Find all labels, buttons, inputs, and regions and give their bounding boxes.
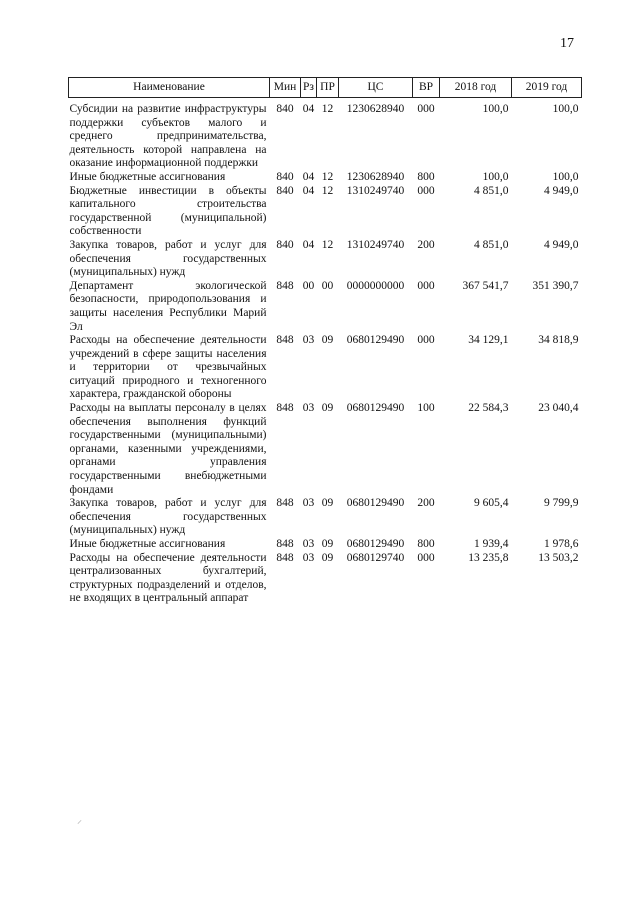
table-row xyxy=(69,497,582,538)
cell-vr: 000 xyxy=(417,184,435,197)
cell-pr: 00 xyxy=(321,279,334,292)
header-pr: ПР xyxy=(317,78,339,98)
cell-pr: 09 xyxy=(321,497,334,510)
cell-name: Закупка товаров, работ и услуг для обеспечения государственных (муниципальных) нужд xyxy=(69,238,267,279)
cell-pr: 09 xyxy=(321,538,334,550)
cell-pr: 09 xyxy=(321,334,334,347)
cell-cs: 1310249740 xyxy=(346,184,405,197)
cell-vr: 200 xyxy=(417,497,435,510)
cell-vr: 800 xyxy=(417,170,435,183)
cell-rz: 03 xyxy=(302,538,315,550)
cell-vr: 000 xyxy=(417,103,435,115)
cell-y2018: 13 235,8 xyxy=(468,551,509,564)
cell-name: Субсидии на развитие инфраструктуры поддержки субъектов малого и среднего предпринимательства, деятельность которой направлена на оказание информационной поддержки xyxy=(69,103,267,170)
header-2018: 2018 год xyxy=(440,78,512,98)
table-row xyxy=(69,239,582,280)
cell-y2018: 34 129,1 xyxy=(468,334,509,347)
cell-y2019: 100,0 xyxy=(552,103,579,115)
cell-vr: 000 xyxy=(417,279,435,292)
table-row xyxy=(69,185,582,239)
cell-cs: 1310249740 xyxy=(346,238,405,251)
cell-name: Расходы на обеспечение деятельности учреждений в сфере защиты населения и территории от чрезвычайных ситуаций природного и техногенного характера, гражданской обороны xyxy=(69,334,267,401)
table-row xyxy=(69,334,582,402)
cell-name: Иные бюджетные ассигнования xyxy=(69,170,226,183)
table-row xyxy=(69,402,582,497)
cell-cs: 0680129490 xyxy=(346,497,405,510)
cell-rz: 04 xyxy=(302,238,315,251)
cell-vr: 000 xyxy=(417,334,435,347)
cell-name: Расходы на выплаты персоналу в целях обеспечения выполнения функций государственными (муниципальными) органами, казенными учреждениями, органами управления государственными внебюджетными фондами xyxy=(69,402,267,496)
cell-y2018: 100,0 xyxy=(482,103,509,115)
cell-vr: 800 xyxy=(417,538,435,550)
cell-y2019: 4 949,0 xyxy=(544,238,579,251)
cell-name: Закупка товаров, работ и услуг для обеспечения государственных (муниципальных) нужд xyxy=(69,497,267,537)
cell-cs: 0680129740 xyxy=(346,551,405,564)
cell-y2018: 100,0 xyxy=(482,170,509,183)
cell-vr: 100 xyxy=(417,402,435,415)
table-row xyxy=(69,538,582,552)
table-row xyxy=(69,171,582,185)
cell-y2019: 34 818,9 xyxy=(538,334,579,347)
cell-vr: 000 xyxy=(417,551,435,564)
cell-rz: 00 xyxy=(302,279,315,292)
header-rz: Рз xyxy=(301,78,317,98)
cell-cs: 0680129490 xyxy=(346,402,405,415)
cell-pr: 09 xyxy=(321,551,334,564)
cell-rz: 03 xyxy=(302,334,315,347)
cell-name: Департамент экологической безопасности, природопользования и защиты населения Республики Марий Эл xyxy=(69,279,267,333)
cell-y2019: 100,0 xyxy=(552,170,579,183)
cell-y2018: 9 605,4 xyxy=(474,497,509,510)
cell-rz: 03 xyxy=(302,551,315,564)
table-body xyxy=(69,98,582,606)
table-header-row xyxy=(69,78,582,98)
cell-min: 840 xyxy=(276,170,294,183)
cell-pr: 12 xyxy=(321,238,334,251)
cell-cs: 0000000000 xyxy=(346,279,405,292)
table-row xyxy=(69,98,582,171)
cell-y2019: 13 503,2 xyxy=(538,551,579,564)
cell-min: 848 xyxy=(276,334,294,347)
cell-name: Бюджетные инвестиции в объекты капитального строительства государственной (муниципальной) собственности xyxy=(69,184,267,238)
cell-min: 840 xyxy=(276,184,294,197)
cell-y2018: 1 939,4 xyxy=(474,538,509,550)
cell-cs: 0680129490 xyxy=(346,538,405,550)
cell-y2018: 367 541,7 xyxy=(462,279,509,292)
cell-name: Расходы на обеспечение деятельности централизованных бухгалтерий, структурных подразделений и отделов, не входящих в центральный аппарат xyxy=(69,551,267,605)
page-number: 17 xyxy=(560,36,574,51)
cell-rz: 03 xyxy=(302,402,315,415)
cell-y2018: 4 851,0 xyxy=(474,184,509,197)
cell-cs: 0680129490 xyxy=(346,334,405,347)
header-vr: ВР xyxy=(413,78,440,98)
cell-rz: 04 xyxy=(302,170,315,183)
cell-rz: 04 xyxy=(302,103,315,115)
cell-min: 848 xyxy=(276,279,294,292)
cell-cs: 1230628940 xyxy=(346,170,405,183)
cell-cs: 1230628940 xyxy=(346,103,405,115)
cell-min: 848 xyxy=(276,497,294,510)
cell-pr: 09 xyxy=(321,402,334,415)
header-cs: ЦС xyxy=(339,78,413,98)
cell-y2019: 351 390,7 xyxy=(532,279,579,292)
budget-table xyxy=(68,77,582,606)
cell-min: 848 xyxy=(276,402,294,415)
cell-y2018: 4 851,0 xyxy=(474,238,509,251)
table-row xyxy=(69,280,582,334)
cell-pr: 12 xyxy=(321,170,334,183)
cell-min: 840 xyxy=(276,238,294,251)
table-row xyxy=(69,552,582,606)
header-min: Мин xyxy=(270,78,301,98)
cell-y2019: 23 040,4 xyxy=(538,402,579,415)
scan-mark: ⸝ xyxy=(77,815,82,826)
cell-vr: 200 xyxy=(417,238,435,251)
header-name: Наименование xyxy=(69,78,270,98)
header-2019: 2019 год xyxy=(512,78,582,98)
cell-min: 848 xyxy=(276,551,294,564)
cell-pr: 12 xyxy=(321,184,334,197)
cell-min: 848 xyxy=(276,538,294,550)
cell-rz: 03 xyxy=(302,497,315,510)
cell-min: 840 xyxy=(276,103,294,115)
cell-pr: 12 xyxy=(321,103,334,115)
cell-y2019: 4 949,0 xyxy=(544,184,579,197)
cell-name: Иные бюджетные ассигнования xyxy=(69,538,226,550)
cell-y2019: 1 978,6 xyxy=(544,538,579,550)
cell-rz: 04 xyxy=(302,184,315,197)
cell-y2018: 22 584,3 xyxy=(468,402,509,415)
cell-y2019: 9 799,9 xyxy=(544,497,579,510)
